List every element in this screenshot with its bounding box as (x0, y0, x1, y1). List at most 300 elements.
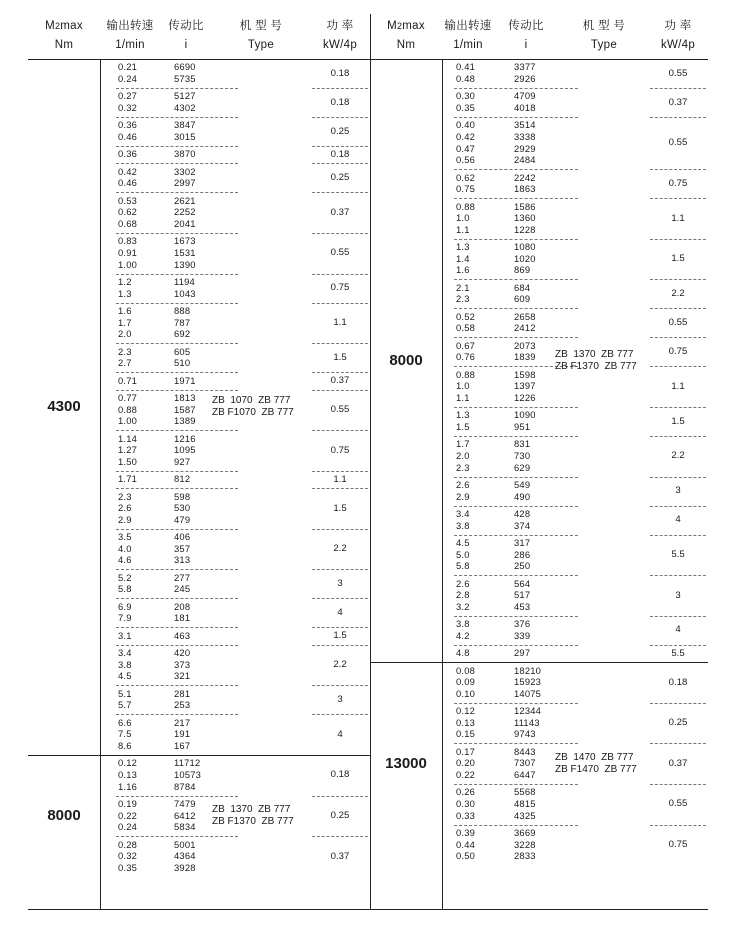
ratio-value: 217 (174, 716, 191, 728)
row-separator (650, 506, 706, 507)
speed-value: 0.62 (456, 171, 476, 183)
speed-value: 3.4 (456, 508, 470, 519)
power-value: 0.25 (330, 125, 350, 137)
row-separator (116, 303, 238, 304)
speed-value: 7.9 (118, 612, 132, 624)
speed-value: 0.20 (456, 757, 476, 769)
row-separator (650, 337, 706, 338)
row-separator (650, 239, 706, 240)
ratio-value: 3514 (514, 119, 536, 131)
ratio-value: 181 (174, 612, 191, 624)
row-separator (116, 146, 238, 147)
speed-value: 0.32 (118, 850, 138, 862)
speed-value: 0.75 (456, 183, 476, 195)
row-separator (116, 233, 238, 234)
ratio-value: 357 (174, 542, 191, 554)
speed-value: 0.46 (118, 177, 138, 189)
speed-value: 0.30 (456, 90, 476, 102)
power-value: 0.55 (668, 137, 688, 149)
ratio-value: 951 (514, 421, 531, 432)
torque-symbol: M (387, 20, 397, 32)
header-speed-unit: 1/min (453, 39, 483, 51)
speed-value: 0.44 (456, 838, 476, 850)
row-separator (116, 598, 238, 599)
ratio-value: 4018 (514, 102, 536, 113)
speed-value: 3.2 (456, 600, 470, 612)
power-value: 0.37 (668, 757, 688, 769)
row-separator (312, 274, 368, 275)
row-separator (650, 743, 706, 744)
power-value: 0.37 (668, 96, 688, 108)
speed-value: 5.1 (118, 687, 132, 699)
ratio-value: 1090 (514, 409, 536, 421)
row-separator (454, 616, 578, 617)
ratio-value: 1194 (174, 276, 195, 287)
torque-value: 8000 (47, 806, 81, 824)
speed-value: 2.3 (118, 490, 132, 502)
torque-max: max (60, 20, 83, 32)
row-separator (454, 88, 578, 89)
speed-value: 2.6 (118, 502, 132, 514)
speed-value: 0.77 (118, 392, 138, 403)
power-value: 2.2 (333, 659, 347, 671)
ratio-value: 1971 (174, 374, 196, 386)
speed-value: 0.28 (118, 838, 138, 850)
ratio-value: 2484 (514, 154, 536, 166)
speed-value: 2.3 (118, 345, 132, 357)
ratio-value: 15923 (514, 676, 542, 688)
ratio-value: 12344 (514, 705, 542, 717)
speed-value: 0.68 (118, 218, 138, 229)
ratio-value: 1226 (514, 392, 536, 403)
row-separator (312, 430, 368, 431)
speed-value: 0.22 (118, 809, 138, 821)
power-value: 0.18 (330, 769, 350, 781)
ratio-value: 2658 (514, 310, 536, 322)
ratio-value: 2621 (174, 194, 196, 206)
ratio-value: 5834 (174, 821, 196, 833)
speed-value: 2.8 (456, 589, 470, 601)
row-separator (312, 569, 368, 570)
row-separator (454, 337, 578, 338)
row-separator (650, 477, 706, 478)
speed-value: 1.7 (118, 316, 132, 328)
ratio-value: 888 (174, 305, 191, 316)
header-rule (28, 59, 708, 60)
power-value: 1.5 (671, 253, 685, 265)
speed-value: 2.3 (456, 293, 470, 305)
power-value: 0.55 (668, 67, 688, 79)
ratio-value: 1228 (514, 223, 536, 235)
speed-value: 3.8 (118, 658, 132, 670)
header-speed-label: 输出转速 (106, 20, 154, 32)
speed-value: 2.7 (118, 357, 132, 369)
row-separator (312, 390, 368, 391)
power-value: 1.1 (671, 212, 685, 224)
ratio-value: 3847 (174, 119, 196, 131)
speed-value: 5.7 (118, 699, 132, 711)
ratio-value: 1598 (514, 368, 536, 380)
ratio-value: 7307 (514, 757, 536, 769)
power-value: 0.55 (668, 316, 688, 328)
speed-value: 1.4 (456, 252, 470, 264)
bottom-rule (28, 909, 708, 910)
ratio-value: 4364 (174, 850, 196, 862)
speed-value: 4.8 (456, 647, 470, 659)
speed-value: 0.12 (118, 757, 138, 769)
ratio-value: 9743 (514, 728, 536, 740)
ratio-value: 3302 (174, 165, 196, 177)
ratio-value: 286 (514, 548, 531, 560)
type-code: ZB F1370 ZB 777 (555, 360, 637, 372)
ratio-value: 605 (174, 345, 191, 357)
speed-value: 5.2 (118, 571, 132, 583)
row-separator (454, 117, 578, 118)
row-separator (454, 198, 578, 199)
speed-value: 0.40 (456, 119, 476, 131)
ratio-value: 11143 (514, 716, 540, 728)
power-value: 0.75 (668, 177, 688, 189)
row-separator (454, 825, 578, 826)
ratio-value: 463 (174, 629, 191, 641)
power-value: 0.75 (330, 444, 350, 456)
ratio-value: 510 (174, 357, 191, 369)
speed-value: 1.1 (456, 392, 470, 403)
speed-value: 1.5 (456, 421, 470, 432)
row-separator (650, 308, 706, 309)
power-value: 5.5 (671, 548, 685, 560)
speed-value: 2.0 (456, 450, 470, 461)
speed-value: 0.62 (118, 206, 138, 218)
speed-value: 0.08 (456, 664, 476, 676)
speed-value: 1.7 (456, 438, 470, 450)
torque-column-divider (100, 59, 101, 909)
row-separator (116, 471, 238, 472)
ratio-value: 250 (514, 560, 531, 572)
row-separator (454, 279, 578, 280)
row-separator (650, 703, 706, 704)
ratio-value: 490 (514, 490, 531, 502)
ratio-value: 2929 (514, 142, 536, 154)
speed-value: 4.5 (456, 537, 470, 548)
ratio-value: 1586 (514, 200, 536, 212)
ratio-value: 297 (514, 647, 531, 659)
ratio-value: 453 (514, 600, 531, 612)
power-value: 5.5 (671, 647, 685, 659)
header-ratio-label: 传动比 (508, 20, 544, 32)
ratio-value: 8443 (514, 745, 536, 757)
ratio-value: 253 (174, 699, 191, 711)
speed-value: 0.58 (456, 322, 476, 334)
ratio-value: 831 (514, 438, 531, 450)
row-separator (116, 192, 238, 193)
ratio-value: 6447 (514, 769, 536, 780)
row-separator (650, 407, 706, 408)
ratio-value: 6690 (174, 61, 196, 73)
type-code: ZB F1070 ZB 777 (212, 407, 294, 418)
speed-value: 2.6 (456, 577, 470, 589)
power-value: 0.25 (330, 809, 350, 821)
ratio-value: 598 (174, 490, 191, 502)
ratio-value: 321 (174, 670, 191, 682)
ratio-value: 428 (514, 508, 531, 519)
speed-value: 1.16 (118, 780, 138, 792)
row-separator (650, 366, 706, 367)
speed-value: 0.22 (456, 769, 476, 780)
ratio-value: 5001 (174, 838, 196, 850)
power-value: 0.55 (330, 247, 350, 259)
ratio-value: 1863 (514, 183, 536, 195)
power-value: 0.37 (330, 374, 350, 386)
speed-value: 0.53 (118, 194, 138, 206)
row-separator (454, 535, 578, 536)
row-separator (116, 714, 238, 715)
power-value: 1.1 (671, 380, 685, 392)
speed-value: 0.88 (456, 200, 476, 212)
ratio-value: 373 (174, 658, 191, 670)
speed-value: 0.17 (456, 745, 476, 757)
row-separator (454, 407, 578, 408)
ratio-value: 564 (514, 577, 531, 589)
speed-value: 0.47 (456, 142, 476, 154)
type-code: ZB 1470 ZB 777 (555, 751, 634, 763)
row-separator (116, 430, 238, 431)
power-value: 0.55 (668, 798, 688, 810)
row-separator (454, 239, 578, 240)
row-separator (454, 575, 578, 576)
row-separator (454, 169, 578, 170)
power-value: 2.2 (671, 287, 685, 299)
speed-value: 0.48 (456, 73, 476, 84)
speed-value: 1.00 (118, 415, 138, 427)
ratio-value: 1360 (514, 212, 536, 224)
ratio-value: 2997 (174, 177, 196, 189)
ratio-value: 812 (174, 473, 191, 485)
speed-value: 0.27 (118, 90, 138, 102)
power-value: 4 (675, 624, 681, 636)
ratio-value: 420 (174, 647, 191, 659)
row-separator (116, 569, 238, 570)
speed-value: 0.21 (118, 61, 138, 73)
row-separator (650, 645, 706, 646)
header-torque-label (28, 20, 100, 33)
speed-value: 5.8 (456, 560, 470, 572)
ratio-value: 927 (174, 455, 191, 467)
speed-value: 1.71 (118, 473, 138, 485)
ratio-value: 1531 (174, 247, 196, 258)
row-separator (312, 796, 368, 797)
speed-value: 4.0 (118, 542, 132, 554)
ratio-value: 1095 (174, 444, 196, 456)
row-separator (312, 117, 368, 118)
speed-value: 0.67 (456, 339, 476, 351)
row-separator (650, 198, 706, 199)
speed-value: 0.42 (118, 165, 138, 177)
row-separator (312, 714, 368, 715)
power-value: 2.2 (333, 543, 347, 555)
speed-value: 0.13 (456, 716, 476, 728)
speed-value: 5.0 (456, 548, 470, 560)
speed-value: 4.2 (456, 629, 470, 641)
ratio-value: 1216 (174, 432, 196, 444)
row-separator (312, 146, 368, 147)
speed-value: 0.42 (456, 131, 476, 142)
row-separator (116, 627, 238, 628)
ratio-value: 530 (174, 502, 191, 514)
row-separator (650, 784, 706, 785)
speed-value: 3.1 (118, 629, 132, 641)
header-torque-label (370, 20, 442, 33)
power-value: 1.5 (333, 351, 347, 363)
ratio-value: 1813 (174, 392, 196, 403)
ratio-value: 2833 (514, 850, 536, 862)
speed-value: 0.32 (118, 102, 138, 113)
ratio-value: 2242 (514, 171, 536, 183)
speed-value: 1.0 (456, 212, 470, 224)
power-value: 3 (337, 577, 343, 589)
panel-divider (370, 14, 371, 910)
row-separator (312, 836, 368, 837)
row-separator (312, 303, 368, 304)
row-separator (312, 529, 368, 530)
row-separator (116, 372, 238, 373)
row-separator (454, 506, 578, 507)
row-separator (312, 163, 368, 164)
speed-value: 0.30 (456, 798, 476, 809)
speed-value: 4.6 (118, 554, 132, 566)
row-separator (312, 88, 368, 89)
speed-value: 0.56 (456, 154, 476, 166)
header-ratio-label: 传动比 (168, 20, 204, 32)
ratio-value: 2041 (174, 218, 196, 229)
speed-value: 0.71 (118, 374, 138, 386)
power-value: 3 (675, 485, 681, 497)
row-separator (312, 685, 368, 686)
power-value: 4 (337, 728, 343, 740)
ratio-value: 406 (174, 531, 191, 543)
speed-value: 2.3 (456, 461, 470, 473)
ratio-value: 191 (174, 728, 191, 740)
torque-value: 8000 (389, 351, 423, 369)
speed-value: 0.35 (118, 861, 138, 873)
power-value: 0.18 (668, 676, 688, 688)
ratio-value: 1397 (514, 380, 536, 392)
row-separator (312, 192, 368, 193)
ratio-value: 2252 (174, 206, 196, 218)
row-separator (116, 274, 238, 275)
power-value: 0.37 (330, 206, 350, 218)
type-code: ZB F1470 ZB 777 (555, 763, 637, 775)
speed-value: 0.24 (118, 73, 138, 84)
type-code: ZB 1370 ZB 777 (212, 803, 291, 815)
ratio-value: 5735 (174, 73, 196, 84)
power-value: 0.18 (330, 67, 350, 79)
row-separator (454, 645, 578, 646)
speed-value: 1.1 (456, 223, 470, 235)
header-type-unit: Type (590, 39, 618, 51)
speed-value: 5.8 (118, 583, 132, 595)
ratio-value: 1839 (514, 351, 536, 363)
speed-value: 1.6 (456, 264, 470, 276)
speed-value: 6.6 (118, 716, 132, 728)
ratio-value: 1390 (174, 258, 196, 270)
header-type-unit: Type (247, 39, 275, 51)
ratio-value: 11712 (174, 757, 201, 769)
speed-value: 0.19 (118, 798, 138, 809)
header-power-unit: kW/4p (322, 39, 358, 51)
header-ratio-unit: i (524, 39, 528, 51)
speed-value: 0.52 (456, 310, 476, 322)
torque-column-divider (442, 59, 443, 909)
power-value: 0.25 (668, 717, 688, 729)
power-value: 4 (337, 606, 343, 618)
row-separator (454, 436, 578, 437)
header-power-label: 功 率 (664, 20, 692, 32)
power-value: 0.37 (330, 850, 350, 862)
power-value: 1.5 (333, 502, 347, 514)
ratio-value: 6412 (174, 809, 196, 821)
power-value: 1.1 (333, 473, 347, 485)
ratio-value: 281 (174, 687, 191, 699)
speed-value: 1.3 (118, 287, 132, 299)
row-separator (312, 233, 368, 234)
ratio-value: 313 (174, 554, 191, 566)
speed-value: 2.9 (118, 513, 132, 525)
ratio-value: 1080 (514, 241, 536, 253)
ratio-value: 5568 (514, 786, 536, 798)
row-separator (650, 169, 706, 170)
row-separator (312, 471, 368, 472)
ratio-value: 1043 (174, 287, 196, 299)
power-value: 2.2 (671, 450, 685, 462)
header-torque-unit: Nm (54, 39, 74, 51)
ratio-value: 376 (514, 618, 531, 630)
speed-value: 0.46 (118, 131, 138, 142)
speed-value: 0.88 (118, 403, 138, 415)
ratio-value: 1389 (174, 415, 196, 427)
row-separator (116, 390, 238, 391)
ratio-value: 374 (514, 519, 531, 531)
power-value: 0.75 (668, 345, 688, 357)
row-separator (454, 743, 578, 744)
ratio-value: 3015 (174, 131, 196, 142)
header-speed-unit: 1/min (115, 39, 145, 51)
speed-value: 1.0 (456, 380, 470, 392)
row-separator (116, 836, 238, 837)
speed-value: 0.41 (456, 61, 476, 73)
ratio-value: 4302 (174, 102, 196, 113)
header-power-unit: kW/4p (660, 39, 696, 51)
power-value: 1.5 (333, 630, 347, 642)
ratio-value: 2073 (514, 339, 536, 351)
group-divider (28, 755, 370, 756)
header-torque-unit: Nm (396, 39, 416, 51)
torque-value: 13000 (385, 754, 427, 772)
ratio-value: 3870 (174, 148, 196, 160)
power-value: 1.1 (333, 316, 347, 328)
row-separator (116, 685, 238, 686)
type-code: ZB 1070 ZB 777 (212, 395, 291, 406)
row-separator (116, 163, 238, 164)
ratio-value: 3928 (174, 861, 196, 873)
ratio-value: 730 (514, 450, 531, 461)
ratio-value: 18210 (514, 664, 542, 676)
torque-max: max (402, 20, 425, 32)
ratio-value: 339 (514, 629, 531, 641)
type-code: ZB F1370 ZB 777 (212, 815, 294, 827)
ratio-value: 1020 (514, 252, 536, 264)
row-separator (312, 488, 368, 489)
